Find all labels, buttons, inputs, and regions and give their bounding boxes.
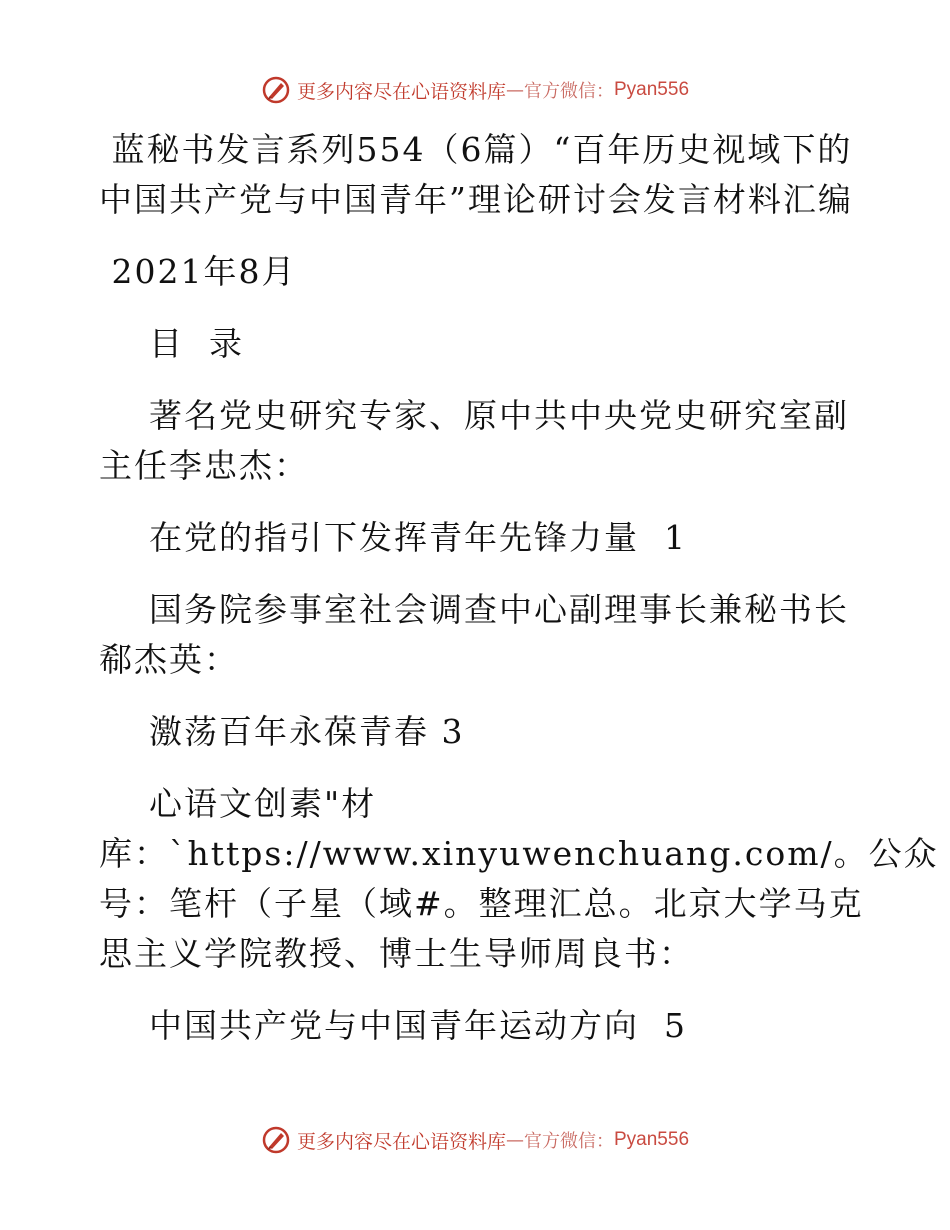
banner-separator: — [506, 79, 524, 101]
toc-entry-line: 激荡百年永葆青春 3 [99, 712, 465, 751]
toc-entry-line: 思主义学院教授、博士生导师周良书： [99, 934, 694, 973]
banner-separator: — [506, 1129, 524, 1151]
toc-entry [99, 707, 859, 757]
toc-entry-line: 在党的指引下发挥青年先锋力量 1 [99, 518, 687, 557]
footer-watermark-banner [0, 1120, 950, 1160]
toc-entry-line: 中国共产党与中国青年运动方向 5 [99, 1006, 687, 1045]
document-title-line-1: 蓝秘书发言系列554（6篇）“百年历史视域下的 [99, 130, 853, 169]
toc-entry-line: 著名党史研究专家、原中共中央党史研究室副 [99, 396, 849, 435]
banner-wechat-id: Pyan556 [614, 79, 690, 100]
toc-entry [99, 829, 939, 979]
header-watermark-banner [0, 70, 950, 110]
banner-wechat-label: 官方微信： [524, 1131, 614, 1152]
toc-entry [99, 585, 859, 685]
pen-logo-icon [261, 1125, 291, 1155]
toc-entry-line: 国务院参事室社会调查中心副理事长兼秘书长 [99, 590, 849, 629]
toc-heading: 目 录 [99, 324, 244, 363]
toc-entry-line: 库：`https://www.xinyuwenchuang.com/。公众 [99, 834, 939, 873]
toc-entry-line: 主任李忠杰： [99, 446, 309, 485]
toc-entry-line: 郗杰英： [99, 640, 239, 679]
document-body [99, 125, 939, 1051]
toc-entry-line: 心语文创素"材 [99, 784, 377, 823]
toc-entry [99, 1001, 859, 1051]
banner-site-text: 更多内容尽在心语资料库 [296, 1130, 506, 1153]
banner-wechat-id: Pyan556 [614, 1129, 690, 1150]
toc-entry [99, 513, 859, 563]
toc-entry-line: 号：笔杆（子星（域#。整理汇总。北京大学马克 [99, 884, 864, 923]
banner-wechat-label: 官方微信： [524, 81, 614, 102]
pen-logo-icon [261, 75, 291, 105]
toc-entry [99, 391, 859, 491]
document-title-line-2: 中国共产党与中国青年”理论研讨会发言材料汇编 [99, 180, 853, 219]
banner-site-text: 更多内容尽在心语资料库 [296, 80, 506, 103]
document-date: 2021年8月 [99, 252, 297, 291]
toc-entry [99, 779, 859, 829]
